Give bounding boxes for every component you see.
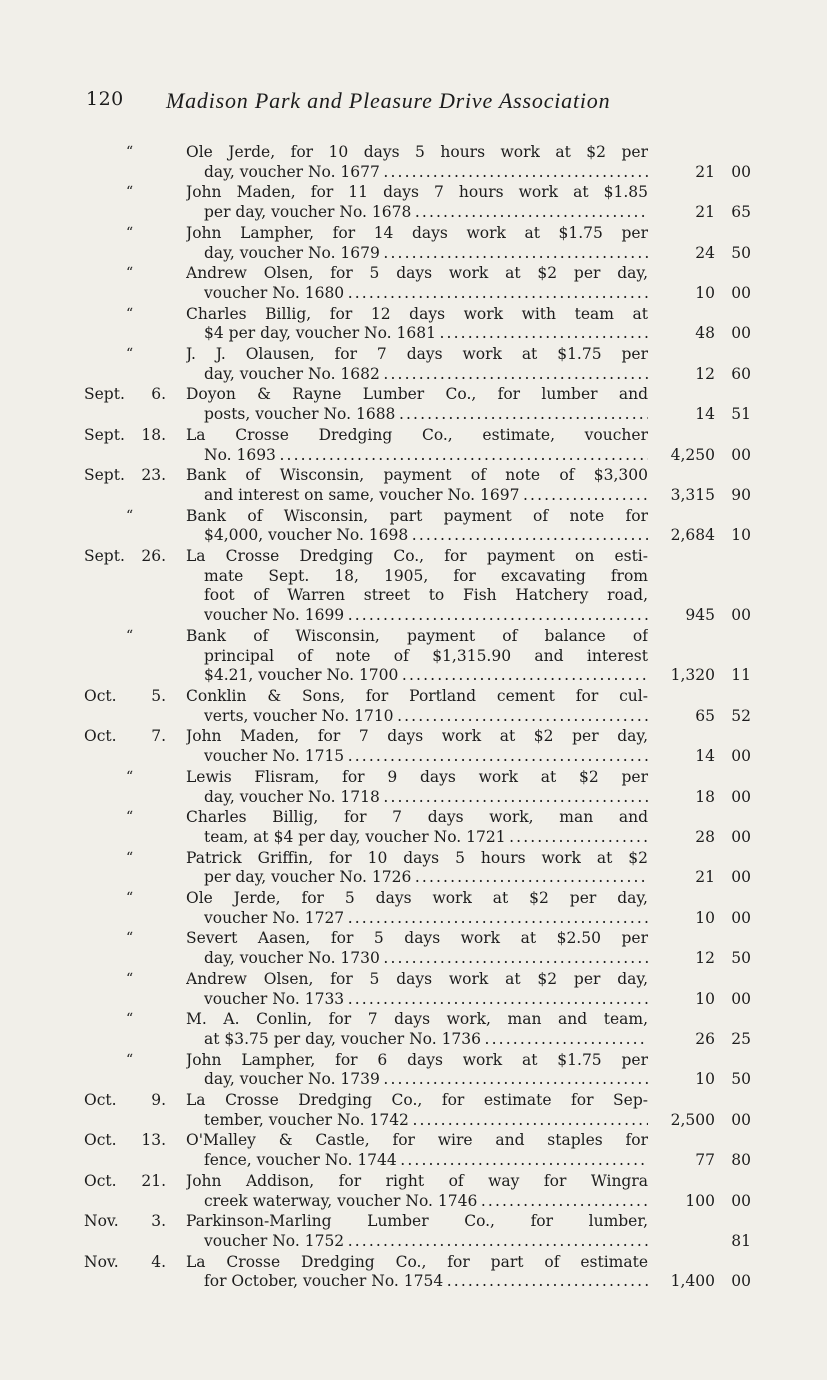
- entry-amount: [695, 909, 751, 929]
- amount-cents: 81: [731, 1231, 751, 1250]
- ledger-entry: [0, 929, 827, 968]
- description-line: Severt Aasen, for 5 days work at $2.50 per: [186, 929, 648, 948]
- entry-day: 6.: [151, 385, 166, 404]
- ledger-entry: [0, 224, 827, 263]
- ditto-mark: “: [126, 930, 134, 947]
- entry-amount: [685, 606, 751, 626]
- amount-dollars: 77: [695, 1151, 715, 1170]
- entry-amount: [671, 526, 751, 546]
- ditto-mark: “: [126, 184, 134, 201]
- description-line: $4,000, voucher No. 1698 . . .: [186, 526, 648, 546]
- entry-amount: [695, 949, 751, 969]
- description-line: foot of Warren street to Fish Hatchery road,: [204, 586, 648, 605]
- description-line: Ole Jerde, for 5 days work at $2 per day,: [186, 889, 648, 908]
- entry-month: Sept.: [84, 466, 125, 485]
- entry-month: Oct.: [84, 1171, 117, 1190]
- running-title: Madison Park and Pleasure Drive Association: [166, 88, 611, 113]
- entry-description: [186, 305, 648, 344]
- entry-amount: [671, 486, 751, 506]
- amount-cents: 50: [731, 949, 751, 968]
- description-line: J. J. Olausen, for 7 days work at $1.75 per: [186, 345, 648, 364]
- amount-cents: 52: [731, 706, 751, 725]
- description-line: at $3.75 per day, voucher No. 1736 . . .: [186, 1030, 648, 1050]
- ledger-entry: [0, 143, 827, 182]
- entry-description: [186, 687, 648, 726]
- ledger-entries: [0, 143, 827, 1293]
- description-line: day, voucher No. 1739 . . .: [186, 1070, 648, 1090]
- amount-cents: 51: [731, 405, 751, 424]
- entry-day: 5.: [151, 686, 166, 705]
- amount-dollars: 48: [695, 324, 715, 343]
- ledger-entry: [0, 727, 827, 766]
- description-line: Andrew Olsen, for 5 days work at $2 per day,: [186, 969, 648, 988]
- ditto-mark: “: [126, 1051, 134, 1068]
- amount-dollars: 26: [695, 1029, 715, 1048]
- amount-cents: 00: [731, 283, 751, 302]
- ditto-mark: “: [126, 346, 134, 363]
- ledger-entry: [0, 345, 827, 384]
- amount-cents: 00: [731, 606, 751, 625]
- description-line: John Addison, for right of way for Wingra: [186, 1171, 648, 1190]
- entry-month: Nov.: [84, 1252, 119, 1271]
- description-line: Conklin & Sons, for Portland cement for cul-: [186, 686, 648, 705]
- entry-description: [186, 466, 648, 505]
- ledger-entry: [0, 1212, 827, 1251]
- amount-dollars: 12: [695, 364, 715, 383]
- entry-day: 3.: [151, 1212, 166, 1231]
- ditto-mark: “: [126, 890, 134, 907]
- entry-description: [186, 929, 648, 968]
- entry-amount: [695, 707, 751, 727]
- entry-day: 4.: [151, 1252, 166, 1271]
- description-line: M. A. Conlin, for 7 days work, man and team,: [186, 1010, 648, 1029]
- amount-cents: 00: [731, 1272, 751, 1291]
- amount-cents: 65: [731, 203, 751, 222]
- description-line: day, voucher No. 1730 . . .: [186, 949, 648, 969]
- description-line: tember, voucher No. 1742 . . .: [186, 1111, 648, 1131]
- entry-month: Sept.: [84, 385, 125, 404]
- description-line: La Crosse Dredging Co., for part of estimate: [186, 1252, 648, 1271]
- ditto-mark: “: [126, 224, 134, 241]
- ledger-entry: [0, 1131, 827, 1170]
- entry-amount: [695, 244, 751, 264]
- ledger-entry: [0, 808, 827, 847]
- description-line: John Lampher, for 6 days work at $1.75 per: [186, 1050, 648, 1069]
- entry-description: [186, 547, 648, 626]
- entry-month: Oct.: [84, 686, 117, 705]
- entry-description: [186, 1131, 648, 1170]
- ledger-entry: [0, 970, 827, 1009]
- description-line: John Maden, for 11 days 7 hours work at $1.85: [186, 183, 648, 202]
- entry-description: [186, 808, 648, 847]
- description-line: $4 per day, voucher No. 1681 . . .: [186, 324, 648, 344]
- ledger-entry: [0, 1253, 827, 1292]
- description-line: day, voucher No. 1682 . . .: [186, 365, 648, 385]
- description-line: day, voucher No. 1679 . . .: [186, 244, 648, 264]
- description-line: Patrick Griffin, for 10 days 5 hours work at $2: [186, 848, 648, 867]
- entry-description: [186, 426, 648, 465]
- description-line: Charles Billig, for 12 days work with team at: [186, 304, 648, 323]
- amount-cents: 00: [731, 868, 751, 887]
- amount-dollars: 65: [695, 706, 715, 725]
- ledger-entry: [0, 627, 827, 686]
- description-line: voucher No. 1715 . . .: [186, 747, 648, 767]
- description-line: $4.21, voucher No. 1700 . . .: [186, 666, 648, 686]
- description-line: team, at $4 per day, voucher No. 1721 . . .: [186, 828, 648, 848]
- description-line: posts, voucher No. 1688 . . .: [186, 405, 648, 425]
- entry-amount: [695, 828, 751, 848]
- entry-month: Sept.: [84, 425, 125, 444]
- description-line: voucher No. 1680 . . .: [186, 284, 648, 304]
- amount-cents: 10: [731, 526, 751, 545]
- amount-dollars: 10: [695, 1070, 715, 1089]
- ledger-entry: [0, 687, 827, 726]
- amount-cents: 25: [731, 1029, 751, 1048]
- entry-month: Sept.: [84, 547, 125, 566]
- entry-description: [186, 1253, 648, 1292]
- amount-cents: 80: [731, 1151, 751, 1170]
- amount-cents: 00: [731, 787, 751, 806]
- description-line: Bank of Wisconsin, payment of balance of: [186, 626, 648, 645]
- entry-amount: [695, 990, 751, 1010]
- ditto-mark: “: [126, 144, 134, 160]
- ditto-mark: “: [126, 627, 134, 644]
- amount-cents: 60: [731, 364, 751, 383]
- amount-cents: 50: [731, 1070, 751, 1089]
- description-line: Doyon & Rayne Lumber Co., for lumber and: [186, 385, 648, 404]
- entry-amount: [695, 203, 751, 223]
- entry-description: [186, 507, 648, 546]
- ditto-mark: “: [126, 809, 134, 826]
- amount-dollars: 945: [685, 606, 715, 625]
- entry-description: [186, 970, 648, 1009]
- amount-cents: 00: [731, 1110, 751, 1129]
- entry-amount: [671, 1272, 751, 1292]
- entry-amount: [695, 868, 751, 888]
- ditto-mark: “: [126, 849, 134, 866]
- description-line: Bank of Wisconsin, part payment of note for: [186, 506, 648, 525]
- entry-description: [186, 849, 648, 888]
- entry-amount: [671, 446, 751, 466]
- amount-cents: 00: [731, 747, 751, 766]
- ledger-entry: [0, 1172, 827, 1211]
- amount-dollars: 28: [695, 827, 715, 846]
- entry-amount: [695, 365, 751, 385]
- description-line: per day, voucher No. 1678 . . .: [186, 203, 648, 223]
- amount-dollars: 21: [695, 162, 715, 181]
- entry-description: [186, 224, 648, 263]
- entry-description: [186, 1212, 648, 1251]
- amount-dollars: 12: [695, 949, 715, 968]
- description-line: principal of note of $1,315.90 and interest: [204, 646, 648, 665]
- description-line: La Crosse Dredging Co., for payment on esti-: [186, 547, 648, 566]
- amount-dollars: 14: [695, 747, 715, 766]
- amount-dollars: 10: [695, 908, 715, 927]
- entry-amount: [695, 1070, 751, 1090]
- description-line: voucher No. 1733 . . .: [186, 990, 648, 1010]
- ditto-mark: “: [126, 305, 134, 322]
- entry-amount: [695, 284, 751, 304]
- amount-cents: 90: [731, 485, 751, 504]
- description-line: creek waterway, voucher No. 1746 . . .: [186, 1192, 648, 1212]
- entry-month: Oct.: [84, 1131, 117, 1150]
- ledger-entry: [0, 426, 827, 465]
- amount-dollars: 1,400: [670, 1272, 715, 1291]
- ledger-entry: [0, 547, 827, 626]
- amount-dollars: 100: [685, 1191, 715, 1210]
- amount-cents: 00: [731, 1191, 751, 1210]
- ledger-entry: [0, 183, 827, 222]
- description-line: Ole Jerde, for 10 days 5 hours work at $2 per: [186, 143, 648, 161]
- amount-dollars: 3,315: [670, 485, 715, 504]
- description-line: mate Sept. 18, 1905, for excavating from: [204, 566, 648, 585]
- description-line: Andrew Olsen, for 5 days work at $2 per day,: [186, 264, 648, 283]
- amount-cents: 00: [731, 162, 751, 181]
- amount-dollars: 21: [695, 203, 715, 222]
- amount-dollars: 2,500: [670, 1110, 715, 1129]
- entry-day: 13.: [141, 1131, 166, 1150]
- entry-description: [186, 889, 648, 928]
- entry-amount: [715, 1232, 751, 1252]
- entry-description: [186, 385, 648, 424]
- ledger-entry: [0, 768, 827, 807]
- entry-amount: [695, 405, 751, 425]
- amount-dollars: 10: [695, 283, 715, 302]
- description-line: voucher No. 1752 . . .: [186, 1232, 648, 1252]
- description-line: La Crosse Dredging Co., for estimate for Sep-: [186, 1091, 648, 1110]
- description-line: per day, voucher No. 1726 . . .: [186, 868, 648, 888]
- amount-cents: 50: [731, 243, 751, 262]
- amount-cents: 00: [731, 827, 751, 846]
- entry-description: [186, 183, 648, 222]
- description-line: O'Malley & Castle, for wire and staples for: [186, 1131, 648, 1150]
- entry-day: 9.: [151, 1091, 166, 1110]
- entry-amount: [695, 1151, 751, 1171]
- entry-day: 23.: [141, 466, 166, 485]
- entry-day: 18.: [141, 425, 166, 444]
- entry-amount: [671, 666, 751, 686]
- amount-cents: 00: [731, 908, 751, 927]
- ditto-mark: “: [126, 970, 134, 987]
- description-line: No. 1693 . . .: [186, 446, 648, 466]
- description-line: Charles Billig, for 7 days work, man and: [186, 808, 648, 827]
- description-line: voucher No. 1727 . . .: [186, 909, 648, 929]
- entry-month: Nov.: [84, 1212, 119, 1231]
- description-line: voucher No. 1699 . . .: [186, 606, 648, 626]
- amount-dollars: 14: [695, 405, 715, 424]
- entry-description: [186, 627, 648, 686]
- entry-amount: [671, 1111, 751, 1131]
- amount-dollars: 21: [695, 868, 715, 887]
- description-line: day, voucher No. 1718 . . .: [186, 788, 648, 808]
- entry-description: [186, 143, 648, 182]
- entry-description: [186, 1091, 648, 1130]
- entry-amount: [685, 1192, 751, 1212]
- ledger-entry: [0, 305, 827, 344]
- description-line: Parkinson-Marling Lumber Co., for lumber,: [186, 1212, 648, 1231]
- description-line: fence, voucher No. 1744 . . .: [186, 1151, 648, 1171]
- amount-cents: 00: [731, 989, 751, 1008]
- entry-amount: [695, 747, 751, 767]
- entry-description: [186, 264, 648, 303]
- description-line: verts, voucher No. 1710 . . .: [186, 707, 648, 727]
- entry-description: [186, 1010, 648, 1049]
- amount-dollars: 4,250: [670, 445, 715, 464]
- entry-day: 21.: [141, 1171, 166, 1190]
- entry-amount: [695, 163, 751, 183]
- entry-description: [186, 768, 648, 807]
- ledger-entry: [0, 1010, 827, 1049]
- entry-amount: [695, 788, 751, 808]
- amount-cents: 00: [731, 324, 751, 343]
- entry-description: [186, 345, 648, 384]
- ditto-mark: “: [126, 1011, 134, 1028]
- description-line: and interest on same, voucher No. 1697 . . .: [186, 486, 648, 506]
- amount-dollars: 2,684: [670, 526, 715, 545]
- amount-dollars: 10: [695, 989, 715, 1008]
- entry-description: [186, 1172, 648, 1211]
- amount-dollars: 1,320: [670, 666, 715, 685]
- description-line: John Maden, for 7 days work at $2 per day,: [186, 727, 648, 746]
- entry-amount: [695, 324, 751, 344]
- ledger-entry: [0, 889, 827, 928]
- ledger-entry: [0, 507, 827, 546]
- ledger-entry: [0, 1051, 827, 1090]
- entry-month: Oct.: [84, 1091, 117, 1110]
- ditto-mark: “: [126, 265, 134, 282]
- amount-cents: 11: [731, 666, 751, 685]
- entry-day: 26.: [141, 547, 166, 566]
- entry-day: 7.: [151, 727, 166, 746]
- ledger-entry: [0, 385, 827, 424]
- entry-amount: [695, 1030, 751, 1050]
- ditto-mark: “: [126, 768, 134, 785]
- ditto-mark: “: [126, 507, 134, 524]
- ledger-entry: [0, 849, 827, 888]
- description-line: for October, voucher No. 1754 . . .: [186, 1272, 648, 1292]
- description-line: La Crosse Dredging Co., estimate, voucher: [186, 425, 648, 444]
- description-line: John Lampher, for 14 days work at $1.75 per: [186, 223, 648, 242]
- amount-dollars: 18: [695, 787, 715, 806]
- ledger-entry: [0, 1091, 827, 1130]
- entry-description: [186, 1051, 648, 1090]
- page-number: 120: [86, 88, 124, 110]
- description-line: Bank of Wisconsin, payment of note of $3,300: [186, 466, 648, 485]
- description-line: day, voucher No. 1677 . . .: [186, 163, 648, 183]
- ledger-entry: [0, 466, 827, 505]
- page-header: [86, 88, 686, 116]
- ledger-entry: [0, 264, 827, 303]
- entry-description: [186, 727, 648, 766]
- description-line: Lewis Flisram, for 9 days work at $2 per: [186, 767, 648, 786]
- amount-cents: 00: [731, 445, 751, 464]
- entry-month: Oct.: [84, 727, 117, 746]
- amount-dollars: 24: [695, 243, 715, 262]
